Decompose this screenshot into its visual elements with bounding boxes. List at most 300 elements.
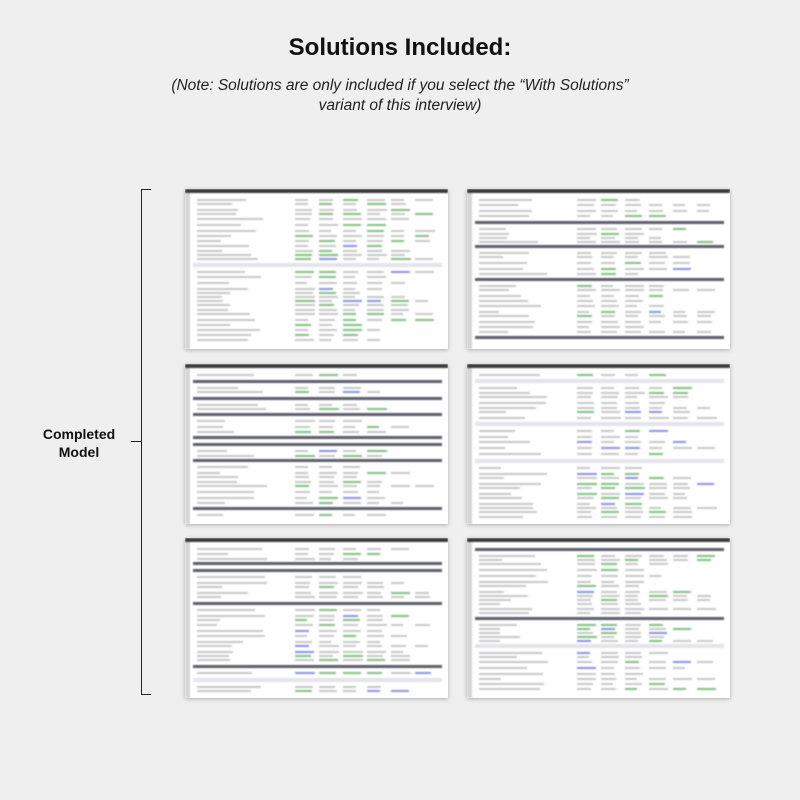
sheet-section-divider	[193, 569, 442, 572]
sheet-cell	[649, 256, 668, 258]
sheet-cell	[625, 673, 643, 675]
sheet-cell	[367, 271, 384, 273]
sheet-cell	[343, 339, 358, 341]
sheet-row-label	[479, 407, 536, 409]
sheet-row-label	[197, 576, 265, 578]
sheet-row-label	[197, 276, 261, 278]
sheet-cell	[319, 288, 333, 290]
sheet-cell	[601, 252, 617, 254]
sheet-row-label	[479, 688, 540, 690]
sheet-cell	[625, 678, 637, 680]
sheet-cell	[601, 228, 617, 230]
sheet-row-label	[479, 473, 547, 475]
sheet-cell	[367, 645, 382, 647]
sheet-cell	[295, 304, 315, 306]
sheet-cell	[319, 245, 336, 247]
sheet-cell	[577, 407, 594, 409]
sheet-cell	[343, 426, 355, 428]
sheet-cell	[673, 262, 690, 264]
sheet-row-label	[197, 224, 241, 226]
sheet-cell	[367, 624, 387, 626]
sheet-cell	[577, 661, 592, 663]
sheet-cell	[319, 420, 335, 422]
sheet-row-label	[479, 285, 516, 287]
sheet-cell	[295, 199, 308, 201]
sheet-cell	[319, 324, 332, 326]
sheet-cell	[577, 511, 591, 513]
sheet-row-label	[479, 252, 529, 254]
sheet-row-label	[197, 651, 233, 653]
sheet-row-label	[197, 240, 221, 242]
sheet-section-divider	[193, 665, 442, 668]
sheet-cell	[391, 282, 405, 284]
sheet-row-label	[479, 656, 517, 658]
sheet-cell	[625, 447, 640, 449]
sheet-cell	[295, 339, 314, 341]
sheet-cell	[319, 497, 338, 499]
sheet-cell	[367, 329, 380, 331]
sheet-cell	[319, 655, 333, 657]
sheet-cell	[415, 592, 429, 594]
sheet-row-label	[479, 632, 500, 634]
sheet-cell	[367, 659, 385, 661]
sheet-cell	[601, 503, 615, 505]
sheet-cell	[625, 483, 644, 485]
sheet-row-label	[479, 315, 529, 317]
sheet-cell	[343, 218, 362, 220]
sheet-cell	[625, 667, 640, 669]
sheet-cell	[295, 387, 308, 389]
sheet-cell	[625, 273, 638, 275]
sheet-cell	[295, 374, 313, 376]
sheet-cell	[649, 289, 663, 291]
sheet-cell	[577, 555, 594, 557]
sheet-cell	[367, 630, 382, 632]
sheet-cell	[673, 483, 688, 485]
sheet-cell	[649, 215, 666, 217]
sheet-cell	[625, 656, 642, 658]
sheet-row-label	[197, 502, 225, 504]
sheet-cell	[649, 411, 662, 413]
sheet-cell	[577, 473, 597, 475]
sheet-cell	[649, 640, 662, 642]
sheet-cell	[649, 624, 663, 626]
sheet-row-label	[197, 420, 225, 422]
sheet-row-label	[479, 295, 521, 297]
sheet-cell	[697, 640, 713, 642]
sheet-cell	[577, 233, 597, 235]
sheet-cell	[649, 483, 667, 485]
sheet-cell	[625, 402, 639, 404]
sheet-cell	[391, 548, 409, 550]
sheet-row-label	[479, 585, 526, 587]
sheet-row-label	[197, 558, 267, 560]
sheet-cell	[649, 608, 668, 610]
sheet-cell	[625, 289, 644, 291]
sheet-cell	[319, 296, 338, 298]
sheet-row-label	[479, 273, 547, 275]
sheet-cell	[295, 635, 307, 637]
sheet-cell	[601, 233, 619, 235]
sheet-cell	[601, 493, 620, 495]
sheet-cell	[601, 591, 617, 593]
sheet-cell	[577, 516, 592, 518]
sheet-cell	[295, 391, 309, 393]
sheet-cell	[343, 300, 362, 302]
sheet-cell	[601, 315, 615, 317]
sheet-cell	[319, 240, 335, 242]
sheet-cell	[343, 309, 355, 311]
sheet-section-divider	[475, 548, 724, 551]
sheet-cell	[295, 548, 309, 550]
sheet-cell	[673, 315, 687, 317]
sheet-cell	[577, 507, 596, 509]
sheet-cell	[601, 585, 619, 587]
sheet-row-label	[197, 304, 230, 306]
sheet-cell	[601, 511, 619, 513]
sheet-header-bar	[467, 364, 730, 368]
sheet-row-label	[479, 555, 535, 557]
sheet-cell	[601, 636, 614, 638]
sheet-cell	[343, 615, 358, 617]
sheet-cell	[625, 453, 638, 455]
sheet-cell	[319, 203, 332, 205]
sheet-cell	[367, 426, 379, 428]
sheet-cell	[319, 645, 339, 647]
sheet-row-label	[197, 324, 230, 326]
sheet-row-label	[479, 563, 541, 565]
sheet-cell	[697, 555, 715, 557]
sheet-row-label	[479, 483, 541, 485]
sheet-cell	[367, 586, 384, 588]
sheet-cell	[367, 690, 380, 692]
sheet-row-label	[479, 636, 520, 638]
sheet-cell	[649, 595, 668, 597]
sheet-row-label	[197, 659, 230, 661]
sheet-cell	[391, 258, 411, 260]
sheet-cell	[625, 204, 641, 206]
sheet-cell	[601, 441, 614, 443]
sheet-cell	[697, 599, 710, 601]
sheet-cell	[601, 483, 619, 485]
sheet-row-label	[197, 426, 223, 428]
sheet-cell	[601, 678, 616, 680]
sheet-header-bar	[467, 538, 730, 542]
sheet-cell	[673, 256, 690, 258]
sheet-cell	[319, 209, 334, 211]
sheet-cell	[367, 431, 386, 433]
sheet-cell	[319, 218, 333, 220]
sheet-cell	[649, 268, 667, 270]
sheet-cell	[367, 582, 383, 584]
sheet-cell	[295, 485, 309, 487]
sheet-cell	[319, 548, 335, 550]
sheet-cell	[319, 609, 337, 611]
sheet-cell	[319, 672, 336, 674]
sheet-cell	[577, 447, 592, 449]
sheet-cell	[577, 487, 592, 489]
sheet-cell	[577, 467, 590, 469]
sheet-cell	[391, 235, 404, 237]
sheet-cell	[391, 250, 410, 252]
sheet-cell	[577, 387, 593, 389]
sheet-cell	[415, 672, 431, 674]
sheet-cell	[391, 596, 404, 598]
sheet-cell	[295, 651, 314, 653]
sheet-cell	[601, 688, 616, 690]
sheet-cell	[295, 254, 312, 256]
sheet-cell	[391, 472, 410, 474]
sheet-cell	[319, 313, 338, 315]
sheet-cell	[601, 563, 617, 565]
sheet-cell	[319, 558, 331, 560]
sheet-cell	[343, 230, 356, 232]
sheet-cell	[295, 615, 314, 617]
sheet-cell	[601, 204, 616, 206]
sheet-cell	[343, 319, 356, 321]
sheet-cell	[295, 630, 309, 632]
sheet-cell	[319, 576, 336, 578]
sheet-cell	[577, 300, 593, 302]
sheet-row-label	[197, 686, 261, 688]
sheet-section-divider	[475, 221, 724, 224]
sheet-cell	[601, 285, 613, 287]
sheet-cell	[319, 304, 334, 306]
sheet-cell	[343, 672, 361, 674]
sheet-cell	[649, 392, 664, 394]
sheet-cell	[577, 436, 592, 438]
sheet-row-label	[479, 683, 544, 685]
sheet-cell	[625, 559, 638, 561]
sheet-section-divider	[193, 413, 442, 416]
solutions-note: (Note: Solutions are only included if you select the “With Solutions” variant of this interview)	[171, 77, 629, 114]
sheet-cell	[343, 245, 357, 247]
sheet-cell	[343, 472, 358, 474]
sheet-cell	[673, 441, 686, 443]
sheet-cell	[343, 686, 356, 688]
sheet-cell	[601, 311, 615, 313]
sheet-cell	[343, 387, 361, 389]
sheet-cell	[601, 215, 613, 217]
sheet-cell	[601, 396, 618, 398]
sheet-cell	[319, 491, 332, 493]
sheet-row-label	[479, 569, 547, 571]
sheet-cell	[625, 262, 641, 264]
sheet-cell	[319, 224, 338, 226]
sheet-cell	[601, 256, 614, 258]
sheet-cell	[391, 218, 409, 220]
sheet-cell	[343, 466, 360, 468]
sheet-cell	[601, 581, 614, 583]
sheet-cell	[295, 271, 314, 273]
sheet-row-label	[197, 213, 236, 215]
sheet-cell	[625, 411, 641, 413]
sheet-cell	[343, 645, 356, 647]
sheet-cell	[577, 688, 591, 690]
sheet-cell	[295, 455, 315, 457]
sheet-cell	[367, 619, 383, 621]
sheet-cell	[673, 396, 688, 398]
sheet-row-label	[479, 640, 500, 642]
sheet-cell	[295, 288, 315, 290]
sheet-cell	[367, 218, 386, 220]
sheet-cell	[673, 591, 691, 593]
sheet-cell	[295, 596, 315, 598]
sheet-cell	[295, 497, 307, 499]
sheet-cell	[391, 426, 409, 428]
sheet-header-bar	[185, 364, 448, 368]
sheet-cell	[625, 396, 637, 398]
sheet-cell	[319, 615, 335, 617]
model-page-4	[467, 364, 730, 524]
sheet-cell	[367, 514, 386, 516]
sheet-cell	[649, 683, 665, 685]
sheet-cell	[601, 624, 617, 626]
sheet-row-gutter	[467, 542, 472, 698]
sheet-cell	[649, 407, 662, 409]
sheet-cell	[343, 313, 356, 315]
sheet-cell	[367, 235, 384, 237]
sheet-cell	[391, 199, 404, 201]
sheet-cell	[367, 313, 384, 315]
sheet-cell	[295, 558, 315, 560]
sheet-cell	[367, 309, 384, 311]
sheet-cell	[415, 300, 428, 302]
sheet-cell	[625, 268, 644, 270]
sheet-cell	[577, 477, 597, 479]
sheet-cell	[343, 374, 357, 376]
sheet-cell	[319, 431, 334, 433]
sheet-cell	[577, 295, 590, 297]
sheet-cell	[697, 321, 712, 323]
sheet-cell	[367, 319, 382, 321]
sheet-cell	[673, 497, 687, 499]
sheet-row-label	[479, 493, 511, 495]
bracket	[141, 189, 151, 695]
sheet-cell	[673, 688, 686, 690]
sheet-cell	[367, 254, 387, 256]
sheet-cell	[577, 636, 597, 638]
sheet-cell	[625, 237, 638, 239]
sheet-cell	[295, 324, 311, 326]
sheet-cell	[673, 640, 691, 642]
sheet-row-label	[197, 387, 238, 389]
sheet-row-label	[479, 673, 543, 675]
sheet-cell	[319, 659, 338, 661]
sheet-section-band	[475, 379, 724, 383]
sheet-cell	[601, 652, 618, 654]
sheet-cell	[295, 245, 308, 247]
sheet-cell	[343, 481, 361, 483]
sheet-cell	[601, 632, 617, 634]
sheet-cell	[577, 204, 594, 206]
sheet-cell	[625, 493, 644, 495]
sheet-cell	[673, 487, 690, 489]
sheet-cell	[343, 296, 355, 298]
sheet-cell	[295, 282, 307, 284]
sheet-row-label	[479, 402, 546, 404]
sheet-row-label	[479, 581, 548, 583]
sheet-row-gutter	[467, 368, 472, 524]
sheet-cell	[577, 321, 592, 323]
sheet-cell	[319, 319, 335, 321]
sheet-row-label	[479, 453, 541, 455]
sheet-cell	[367, 230, 384, 232]
sheet-header-bar	[185, 538, 448, 542]
sheet-row-label	[479, 487, 520, 489]
sheet-row-label	[479, 268, 523, 270]
sheet-cell	[391, 271, 410, 273]
sheet-cell	[343, 558, 358, 560]
sheet-cell	[367, 592, 381, 594]
sheet-cell	[649, 477, 664, 479]
sheet-cell	[319, 592, 338, 594]
sheet-cell	[601, 331, 617, 333]
sheet-cell	[601, 199, 618, 201]
sheet-row-label	[479, 305, 541, 307]
sheet-section-divider	[193, 436, 442, 439]
sheet-cell	[367, 282, 382, 284]
sheet-cell	[625, 199, 640, 201]
sheet-row-label	[197, 497, 254, 499]
sheet-cell	[577, 285, 592, 287]
sheet-cell	[601, 273, 616, 275]
sheet-cell	[649, 417, 669, 419]
sheet-cell	[391, 645, 406, 647]
sheet-cell	[649, 628, 666, 630]
sheet-cell	[319, 476, 334, 478]
sheet-cell	[601, 289, 620, 291]
model-page-1	[185, 189, 448, 349]
sheet-cell	[625, 575, 644, 577]
sheet-cell	[577, 273, 596, 275]
sheet-cell	[319, 582, 338, 584]
sheet-row-label	[479, 507, 533, 509]
sheet-cell	[577, 402, 594, 404]
sheet-cell	[673, 321, 688, 323]
sheet-row-label	[479, 396, 547, 398]
sheet-cell	[391, 230, 404, 232]
sheet-cell	[367, 548, 381, 550]
sheet-cell	[367, 553, 380, 555]
sheet-row-label	[479, 215, 529, 217]
sheet-row-gutter	[185, 542, 190, 698]
sheet-cell	[319, 292, 336, 294]
sheet-cell	[295, 619, 307, 621]
sheet-cell	[367, 635, 384, 637]
sheet-cell	[673, 210, 687, 212]
sheet-cell	[601, 575, 618, 577]
sheet-cell	[625, 331, 641, 333]
sheet-cell	[319, 619, 334, 621]
sheet-cell	[343, 582, 362, 584]
sheet-cell	[367, 213, 380, 215]
sheet-cell	[577, 411, 594, 413]
sheet-cell	[601, 436, 620, 438]
sheet-row-label	[197, 339, 248, 341]
sheet-cell	[343, 271, 358, 273]
sheet-cell	[391, 651, 403, 653]
sheet-cell	[577, 673, 596, 675]
sheet-cell	[625, 228, 642, 230]
sheet-cell	[601, 453, 619, 455]
sheet-section-divider	[475, 617, 724, 620]
sheet-cell	[697, 289, 715, 291]
sheet-cell	[625, 507, 642, 509]
sheet-cell	[295, 230, 309, 232]
sheet-cell	[295, 218, 310, 220]
sheet-cell	[625, 652, 641, 654]
